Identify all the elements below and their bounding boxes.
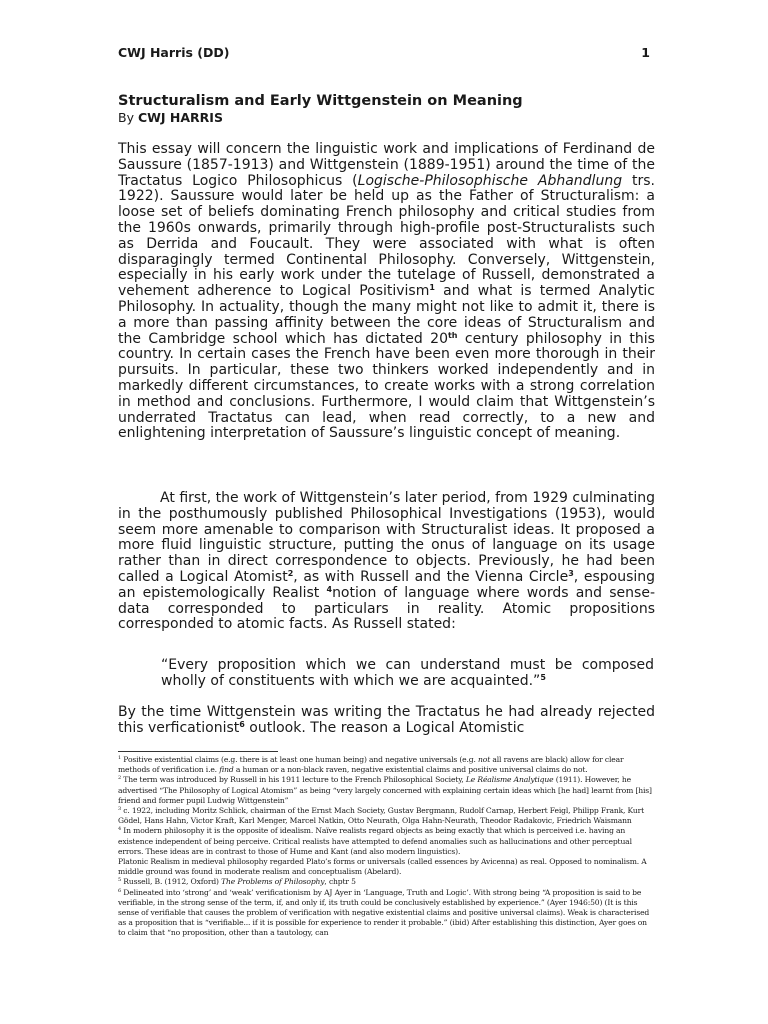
footnote-ref-6[interactable]: 6	[239, 719, 245, 729]
footnote-ref-5[interactable]: 5	[540, 673, 546, 682]
footnote-ref-2[interactable]: 2	[287, 568, 294, 578]
paragraph-2	[118, 491, 655, 633]
footnote-number: 2	[118, 775, 122, 782]
footnotes-section	[118, 755, 655, 939]
footnote-4-continued: Platonic Realism in medieval philosophy regarded Plato’s forms or universals (called essences by Avicenna) as real. Opposed to nominalism. A middle ground was found in moderate realism and conceptualism (Abelard).	[118, 857, 647, 877]
para2-text-4: notion of language where words and sense-data corresponded to particulars in reality. Atomic propositions corresponded to atomic facts. As Russell stated:	[118, 584, 655, 633]
para3-text-2: outlook. The reason a Logical Atomistic	[244, 719, 525, 736]
quote-text: “Every proposition which we can understand must be composed wholly of constituents with which we are acquainted.”	[161, 657, 654, 689]
footnote-text: Russell, B. (1912, Oxford)	[121, 877, 222, 887]
para2-text-2: , as with Russell and the Vienna Circle	[293, 568, 569, 585]
footnote-text: (1911). However, he advertised “The Philosophy of Logical Atomism” as being “very largely concerned with explaining certain ideas which [he had] learnt from [his] friend and former pupil Ludwig Wittgenstein”	[118, 775, 652, 805]
footnote-italic: The Problems of Philosophy	[221, 877, 325, 887]
footnote-text: , chptr 5	[324, 877, 356, 887]
para1-text-2: trs. 1922). Saussure would later be held up as the Father of Structuralism: a loose set of beliefs dominating French philosophy and critical studies from the 1960s onwards, primarily through high-profile post-Structuralists such as Derrida and Foucault. They were associated with what is often disparagingly termed Continental Philosophy. Conversely, Wittgenstein, especially in his early work under the tutelage of Russell, demonstrated a vehement adherence to Logical Positivism	[118, 172, 655, 300]
para1-text-4: century philosophy in this country. In certain cases the French have been even more thorough in their pursuits. In particular, these two thinkers worked independently and in markedly different circumstances, to create works with a strong correlation in method and conclusions. Furthermore, I would claim that Wittgenstein’s underrated Tractatus can lead, when read correctly, to a new and enlightening interpretation of Saussure’s linguistic concept of meaning.	[118, 330, 655, 442]
essay-title: Structuralism and Early Wittgenstein on Meaning	[118, 93, 523, 109]
footnote-ref-1[interactable]: 1	[429, 283, 435, 293]
footnote-italic: not	[478, 755, 491, 764]
para1-text-3: and what is termed Analytic Philosophy. In actuality, though the many might not like to admit it, there is a more than passing affinity between the core ideas of Structuralism and the Cambridge school which has dictated 20	[118, 283, 655, 347]
footnote-4	[118, 826, 655, 857]
footnote-italic: Le Réalisme Analytique	[465, 775, 554, 785]
footnote-number: 6	[118, 887, 122, 894]
footnote-number: 4	[118, 826, 122, 833]
footnote-number: 5	[118, 877, 122, 884]
footnote-1	[118, 755, 655, 775]
footnote-ref-4[interactable]: 4	[326, 584, 333, 594]
header-author: CWJ Harris (DD)	[118, 45, 230, 60]
para1-italic-title: Logische-Philosophische Abhandlung	[357, 172, 623, 189]
paragraph-1	[118, 142, 655, 442]
footnote-text: c. 1922, including Moritz Schlick, chairman of the Ernst Mach Society, Gustav Bergmann, Rudolf Carnap, Herbert Feigl, Philipp Frank, Kurt Gödel, Hans Hahn, Victor Kraft, Karl Menger, Marcel Natkin, Otto Neurath, Olga Hahn-Neurath, Theodor Radakovic, Friedrich Waismann	[118, 806, 645, 826]
footnote-5	[118, 877, 655, 887]
paragraph-3	[118, 705, 655, 737]
footnote-text: The term was introduced by Russell in his 1911 lecture to the French Philosophical Society,	[121, 775, 466, 785]
superscript-th: th	[447, 330, 458, 340]
footnote-italic: find	[219, 765, 234, 775]
byline-author: CWJ HARRIS	[137, 110, 223, 125]
footnote-separator	[118, 751, 278, 752]
block-quote	[161, 657, 654, 689]
para3-text-1: By the time Wittgenstein was writing the Tractatus he had already rejected this verficationist	[118, 704, 655, 736]
byline-prefix: By	[118, 110, 138, 125]
page-number: 1	[641, 45, 650, 60]
footnote-ref-3[interactable]: 3	[568, 568, 574, 578]
footnote-3	[118, 806, 655, 826]
footnote-2	[118, 775, 655, 806]
footnote-text: Delineated into ‘strong’ and ‘weak’ verificationism by AJ Ayer in ‘Language, Truth and Logic’. With strong being “A proposition is said to be verifiable, in the strong sense of the term, if, and only if, its truth could be conclusively established by experience.” (Ayer 1946:50) (It is this sense of verifiable that causes the problem of verification with negative existential claims and positive universal claims). Weak is characterised as a proposition that is “verifiable... if it is possible for experience to render it probable.” (ibid) After establishing this distinction, Ayer goes on to claim that “no proposition, other than a tautology, can	[118, 887, 650, 938]
running-header	[118, 45, 650, 60]
byline	[118, 110, 658, 125]
footnote-text: a human or a non-black raven, negative existential claims and positive universal claims do not.	[233, 765, 588, 775]
footnote-text: In modern philosophy it is the opposite of idealism. Naïve realists regard objects as being exactly that which is perceived i.e. having an existence independent of being perceive. Critical realists have attempted to defend anomalies such as hallucinations and other perceptual errors. These ideas are in contrast to those of Hume and Kant (and also modern linguistics).	[118, 826, 632, 856]
footnote-number: 3	[118, 806, 122, 813]
para1-text-1: This essay will concern the linguistic work and implications of Ferdinand de Saussure (1857-1913) and Wittgenstein (1889-1951) around the time of the Tractatus Logico Philosophicus (	[118, 141, 655, 189]
footnote-text: all ravens are black) allow for clear methods of verification i.e.	[118, 755, 624, 775]
footnote-text: Positive existential claims (e.g. there is at least one human being) and negative universals (e.g.	[121, 755, 479, 764]
footnote-number: 1	[118, 755, 122, 761]
footnote-6	[118, 888, 655, 939]
para2-text-3: , espousing an epistemologically Realist	[118, 568, 656, 601]
para2-text-1: At first, the work of Wittgenstein’s later period, from 1929 culminating in the posthumously published Philosophical Investigations (1953), would seem more amenable to comparison with Structuralist ideas. It proposed a more fluid linguistic structure, putting the onus of language on its usage rather than in direct correspondence to objects. Previously, he had been called a Logical Atomist	[118, 490, 655, 585]
